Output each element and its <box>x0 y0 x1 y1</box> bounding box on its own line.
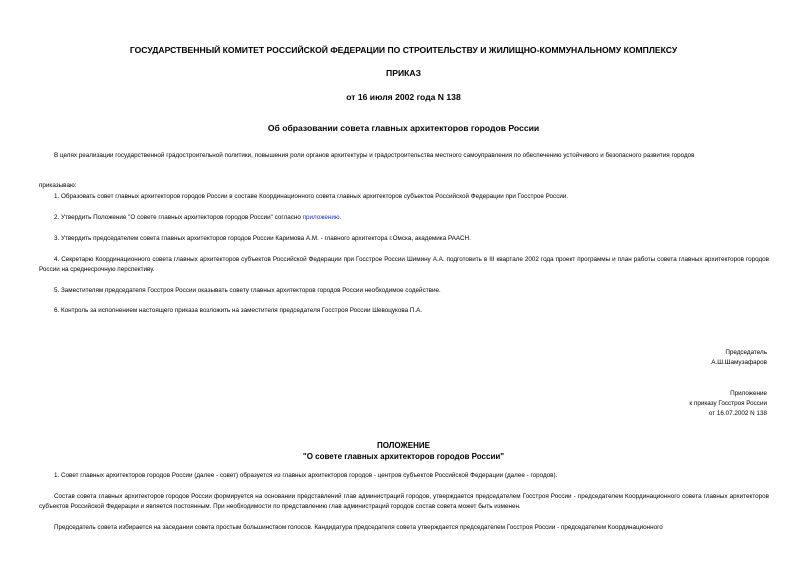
regulation-title: ПОЛОЖЕНИЕ <box>377 441 430 450</box>
order-item-5: 5. Заместителям председателя Госстроя России оказывать совету главных архитекторов городов России необходимое содействие. <box>54 287 441 294</box>
appendix-date: от 16.07.2002 N 138 <box>708 410 767 417</box>
regulation-paragraph-3: Председатель совета избирается на заседании совета простым большинством голосов. Кандидатура председателя совета утверждается председателем Госстроя России - председателем Координационного <box>54 524 663 531</box>
order-word: приказываю: <box>39 182 77 189</box>
order-item-6: 6. Контроль за исполнением настоящего приказа возложить на заместителя председателя Госстроя России Шевоцукова П.А. <box>54 307 423 314</box>
document-title: Об образовании совета главных архитекторов городов России <box>267 123 540 133</box>
order-item-3: 3. Утвердить председателем совета главных архитекторов городов России Каримова А.М. - главного архитектора г.Омска, академика РААСН. <box>54 235 471 242</box>
regulation-paragraph-2: Состав совета главных архитекторов городов России формируется на основании представлений глав администраций городов, утверждается председателем Госстроя России - председателем Координационного совета главных архитекторов субъектов Российской Федерации и является постоянным. При необходимости по представлению глав администраций городов состав совета может быть изменен. <box>39 493 769 510</box>
issuing-organization: ГОСУДАРСТВЕННЫЙ КОМИТЕТ РОССИЙСКОЙ ФЕДЕРАЦИИ ПО СТРОИТЕЛЬСТВУ И ЖИЛИЩНО-КОММУНАЛЬНОМУ КОМПЛЕКСУ <box>129 45 678 55</box>
document-date: от 16 июля 2002 года N 138 <box>346 92 461 102</box>
order-item-1: 1. Образовать совет главных архитекторов городов России в составе Координационного совета главных архитекторов субъектов Российской Федерации при Госстрое России. <box>54 193 569 200</box>
order-item-2-text: 2. Утвердить Положение "О совете главных архитекторов городов России" согласно <box>54 214 303 221</box>
appendix-order: к приказу Госстроя России <box>689 400 767 407</box>
document-type: ПРИКАЗ <box>386 68 421 78</box>
order-item-4: 4. Секретарю Координационного совета главных архитекторов субъектов Российской Федерации при Госстрое России Шимину А.А. подготовить в III квартале 2002 года проект программы и план работы совета главных архитекторов городов России на среднесрочную перспективу. <box>39 256 769 273</box>
appendix-link[interactable]: приложению <box>302 214 340 221</box>
regulation-paragraph-1: 1. Совет главных архитекторов городов России (далее - совет) образуется из главных архитекторов городов - центров субъектов Российской Федерации (далее - городов). <box>54 472 558 479</box>
intro-paragraph: В целях реализации государственной градостроительной политики, повышения роли органов архитектуры и градостроительства местного самоуправления по обеспечению устойчивого и безопасного развития городов <box>54 152 695 159</box>
order-item-2-end: . <box>339 214 342 221</box>
appendix-label: Приложение <box>730 390 767 397</box>
order-item-2 <box>39 213 769 223</box>
regulation-subtitle: "О совете главных архитекторов городов России" <box>302 452 505 461</box>
signature-role: Председатель <box>725 349 767 356</box>
signature-name: А.Ш.Шамузафаров <box>711 359 767 366</box>
